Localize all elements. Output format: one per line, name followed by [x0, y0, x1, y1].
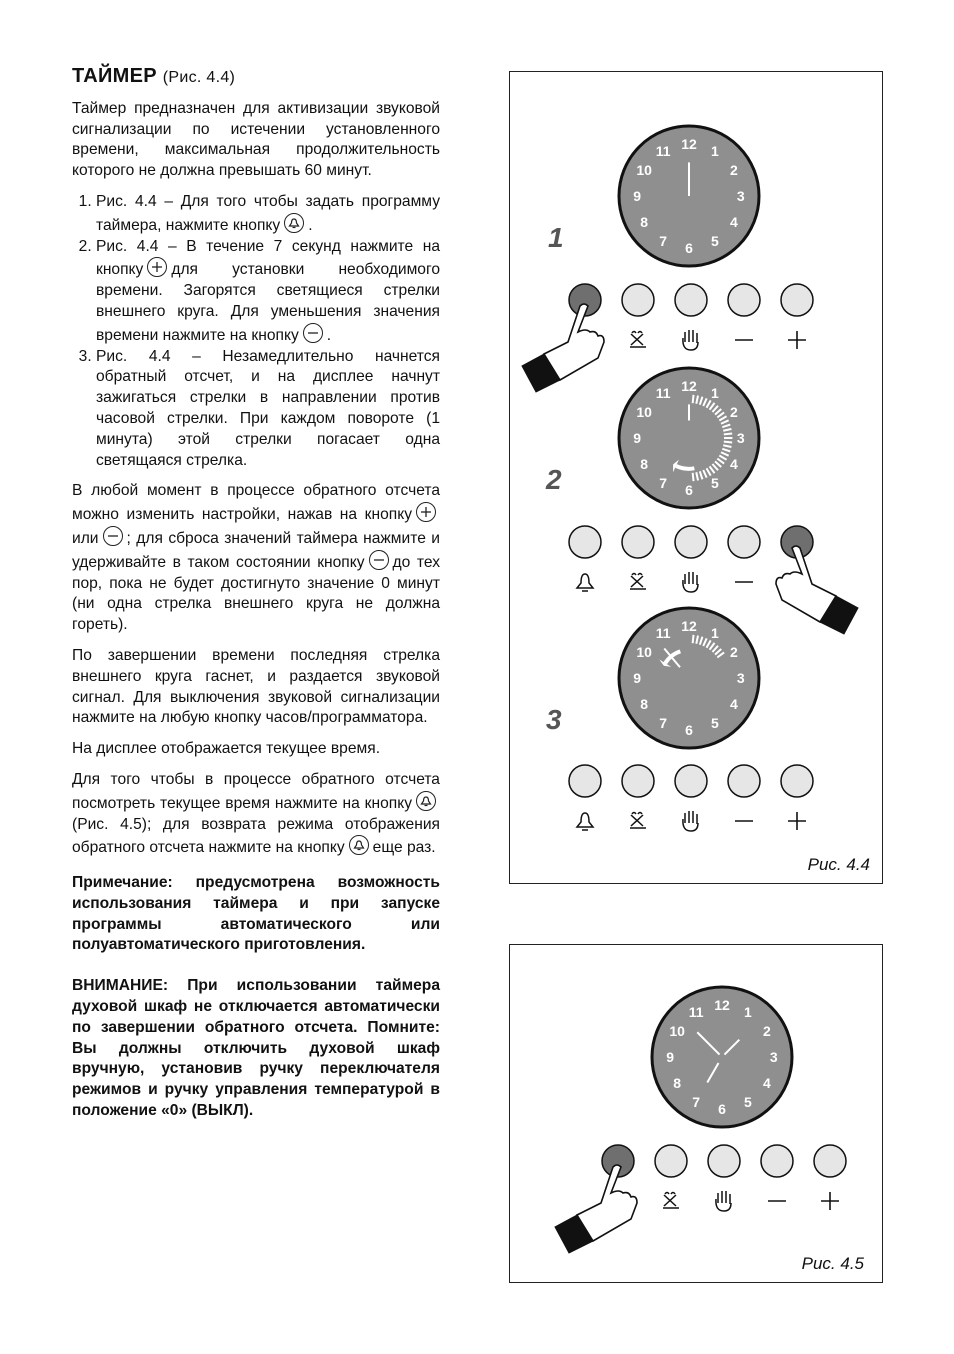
section-heading [72, 66, 440, 89]
pointing-hand-icon [776, 546, 858, 634]
heading-title: ТАЙМЕР [72, 65, 157, 87]
minus-button [728, 526, 760, 558]
note-paragraph: Примечание: предусмотрена возможность использования таймера и при запуске программы автоматического или полуавтоматического приготовления. [72, 874, 440, 954]
clock-number: 6 [685, 239, 693, 256]
clock-number: 3 [769, 1049, 778, 1065]
pointing-hand-icon [555, 1165, 637, 1253]
steps-list [72, 192, 440, 471]
cooking-duration-button [622, 284, 654, 316]
cooking-duration-icon [663, 1193, 679, 1209]
figure-4-4-drawing [510, 72, 882, 883]
clock-number: 7 [659, 232, 667, 249]
plus-key-icon [147, 257, 167, 277]
cooking-duration-icon [630, 332, 646, 348]
change-text-1: В любой момент в процессе обратного отсчета можно изменить настройки, нажав на кнопку [72, 482, 440, 524]
clock-number: 6 [685, 481, 693, 498]
clock-number: 8 [640, 455, 649, 472]
cooking-duration-icon [630, 574, 646, 590]
cooking-duration-icon [630, 813, 646, 829]
text-column [72, 66, 440, 1132]
clock-number: 6 [718, 1100, 726, 1117]
clock-number: 5 [711, 474, 719, 491]
clock-number: 5 [744, 1093, 752, 1110]
plus-key-icon [416, 502, 436, 522]
figure-4-5 [509, 944, 883, 1283]
lit-arrow-tick [724, 442, 732, 443]
clock-display [619, 126, 759, 266]
step-2-end: . [326, 326, 332, 344]
clock-number: 5 [711, 714, 719, 731]
view-time-paragraph [72, 770, 440, 859]
clock-number: 11 [688, 1004, 704, 1021]
clock-number: 6 [685, 721, 693, 738]
lit-arrow-tick [693, 473, 694, 481]
clock-number: 11 [655, 143, 671, 160]
figure-4-4-caption: Рис. 4.4 [807, 855, 870, 874]
clock-number: 4 [762, 1074, 771, 1091]
clock-number: 10 [636, 644, 652, 661]
view-text-1: Для того чтобы в процессе обратного отсчета посмотреть текущее время нажмите на кнопку [72, 770, 440, 812]
clock-number: 11 [655, 625, 671, 642]
manual-mode-icon [683, 330, 698, 350]
clock-number: 9 [633, 670, 642, 686]
change-text-2: или [72, 529, 99, 547]
manual-button [675, 765, 707, 797]
minus-button [761, 1145, 793, 1177]
clock-display [619, 368, 759, 508]
step-1-text: Рис. 4.4 – Для того чтобы задать программу таймера, нажмите кнопку [96, 192, 440, 234]
clock-number: 7 [692, 1093, 700, 1110]
lit-arrow-tick [724, 433, 732, 434]
clock-display [652, 987, 792, 1127]
step-2 [96, 237, 440, 347]
clock-number: 2 [729, 644, 738, 661]
change-settings-paragraph [72, 481, 440, 636]
step-3: 3. Рис. 4.4 – Незамедлительно начнется обратный отсчет, и на дисплее начнут зажигаться стрелки в направлении против часовой стрелки. При каждом повороте (1 минута) этой стрелки погасает одна светящаяся стрелка. [96, 347, 440, 472]
clock-number: 8 [640, 213, 649, 230]
step-number-3: 3 [546, 704, 562, 735]
bell-button [569, 765, 601, 797]
clock-number: 9 [633, 188, 642, 204]
lit-arrow-tick [693, 395, 694, 403]
clock-number: 10 [636, 404, 652, 421]
bell-button [569, 526, 601, 558]
clock-number: 10 [669, 1023, 685, 1040]
clock-number: 11 [655, 385, 671, 402]
figure-4-5-caption: Рис. 4.5 [801, 1254, 864, 1273]
clock-number: 1 [711, 143, 719, 160]
clock-number: 3 [736, 430, 745, 446]
clock-number: 7 [659, 474, 667, 491]
clock-display [619, 608, 759, 748]
figure-4-5-drawing [510, 945, 882, 1282]
minus-key-icon [303, 323, 323, 343]
step-1-end: . [308, 216, 313, 234]
clock-number: 5 [711, 232, 719, 249]
clock-number: 2 [729, 404, 738, 421]
bell-icon [577, 574, 593, 588]
step-1 [96, 192, 440, 237]
step-2-text: Рис. 4.4 – В течение 7 секунд нажмите на кнопку [96, 237, 440, 279]
cooking-duration-button [622, 526, 654, 558]
manual-button [675, 526, 707, 558]
bell-key-icon [349, 835, 369, 855]
figure-4-4 [509, 71, 883, 884]
minus-button [728, 284, 760, 316]
intro-paragraph: Таймер предназначен для активизации звуковой сигнализации по истечении установленного времени, максимальная продолжительность которого не должна превышать 60 минут. [72, 99, 440, 180]
clock-number: 3 [736, 670, 745, 686]
cooking-duration-button [622, 765, 654, 797]
minus-button [728, 765, 760, 797]
view-text-2: (Рис. 4.5); для возврата режима отображения обратного отсчета нажмите на кнопку [72, 815, 440, 857]
minus-key-icon [103, 526, 123, 546]
control-buttons [569, 284, 813, 350]
clock-number: 10 [636, 162, 652, 179]
clock-number: 1 [711, 385, 719, 402]
clock-number: 9 [666, 1049, 675, 1065]
bell-key-icon [284, 213, 304, 233]
manual-mode-icon [683, 572, 698, 592]
manual-mode-icon [683, 811, 698, 831]
clock-number: 8 [640, 695, 649, 712]
step-number-1: 1 [548, 222, 564, 253]
plus-button [781, 284, 813, 316]
clock-number: 4 [729, 695, 738, 712]
display-paragraph: На дисплее отображается текущее время. [72, 740, 381, 758]
warning-paragraph: ВНИМАНИЕ: При использовании таймера духовой шкаф не отключается автоматически по завершении обратного отсчета. Помните: Вы должны отключить духовой шкаф вручную, установив ручку переключателя режимов и ручку управления температурой в положение «0» (ВЫКЛ). [72, 977, 440, 1120]
view-text-3: еще раз. [372, 839, 436, 857]
change-text-4: до тех пор, пока не будет достигнуто значение 0 минут (ни одна стрелка внешнего круга не должна гореть). [72, 553, 440, 634]
manual-button [708, 1145, 740, 1177]
clock-number: 12 [681, 378, 697, 395]
clock-number: 12 [681, 618, 697, 635]
minus-key-icon [369, 550, 389, 570]
manual-mode-icon [716, 1191, 731, 1211]
control-buttons [602, 1145, 846, 1211]
clock-number: 2 [762, 1023, 771, 1040]
clock-number: 4 [729, 455, 738, 472]
bell-icon [577, 813, 593, 827]
control-buttons [569, 765, 813, 831]
clock-number: 7 [659, 714, 667, 731]
end-paragraph: По завершении времени последняя стрелка внешнего круга гаснет, и раздается звуковой сигнал. Для выключения звуковой сигнализации нажмите на любую кнопку часов/программатора. [72, 646, 440, 727]
bell-key-icon [416, 791, 436, 811]
change-text-3: ; для сброса значений таймера нажмите и удерживайте в таком состоянии кнопку [72, 529, 440, 571]
heading-figure-ref: (Рис. 4.4) [162, 69, 236, 86]
cooking-duration-button [655, 1145, 687, 1177]
clock-number: 12 [714, 997, 730, 1014]
clock-number: 12 [681, 136, 697, 153]
step-2-middle: для установки необходимого времени. Загорятся светящиеся стрелки внешнего круга. Для уменьшения значения времени нажмите на кнопку [96, 261, 440, 344]
clock-number: 4 [729, 213, 738, 230]
plus-button [781, 765, 813, 797]
clock-number: 8 [673, 1074, 682, 1091]
pointing-hand-icon [522, 304, 604, 392]
lit-arrow-tick [693, 635, 694, 643]
clock-number: 2 [729, 162, 738, 179]
clock-number: 9 [633, 430, 642, 446]
clock-number: 3 [736, 188, 745, 204]
step-number-2: 2 [546, 464, 562, 495]
manual-button [675, 284, 707, 316]
clock-number: 1 [744, 1004, 752, 1021]
clock-number: 1 [711, 625, 719, 642]
plus-button [814, 1145, 846, 1177]
